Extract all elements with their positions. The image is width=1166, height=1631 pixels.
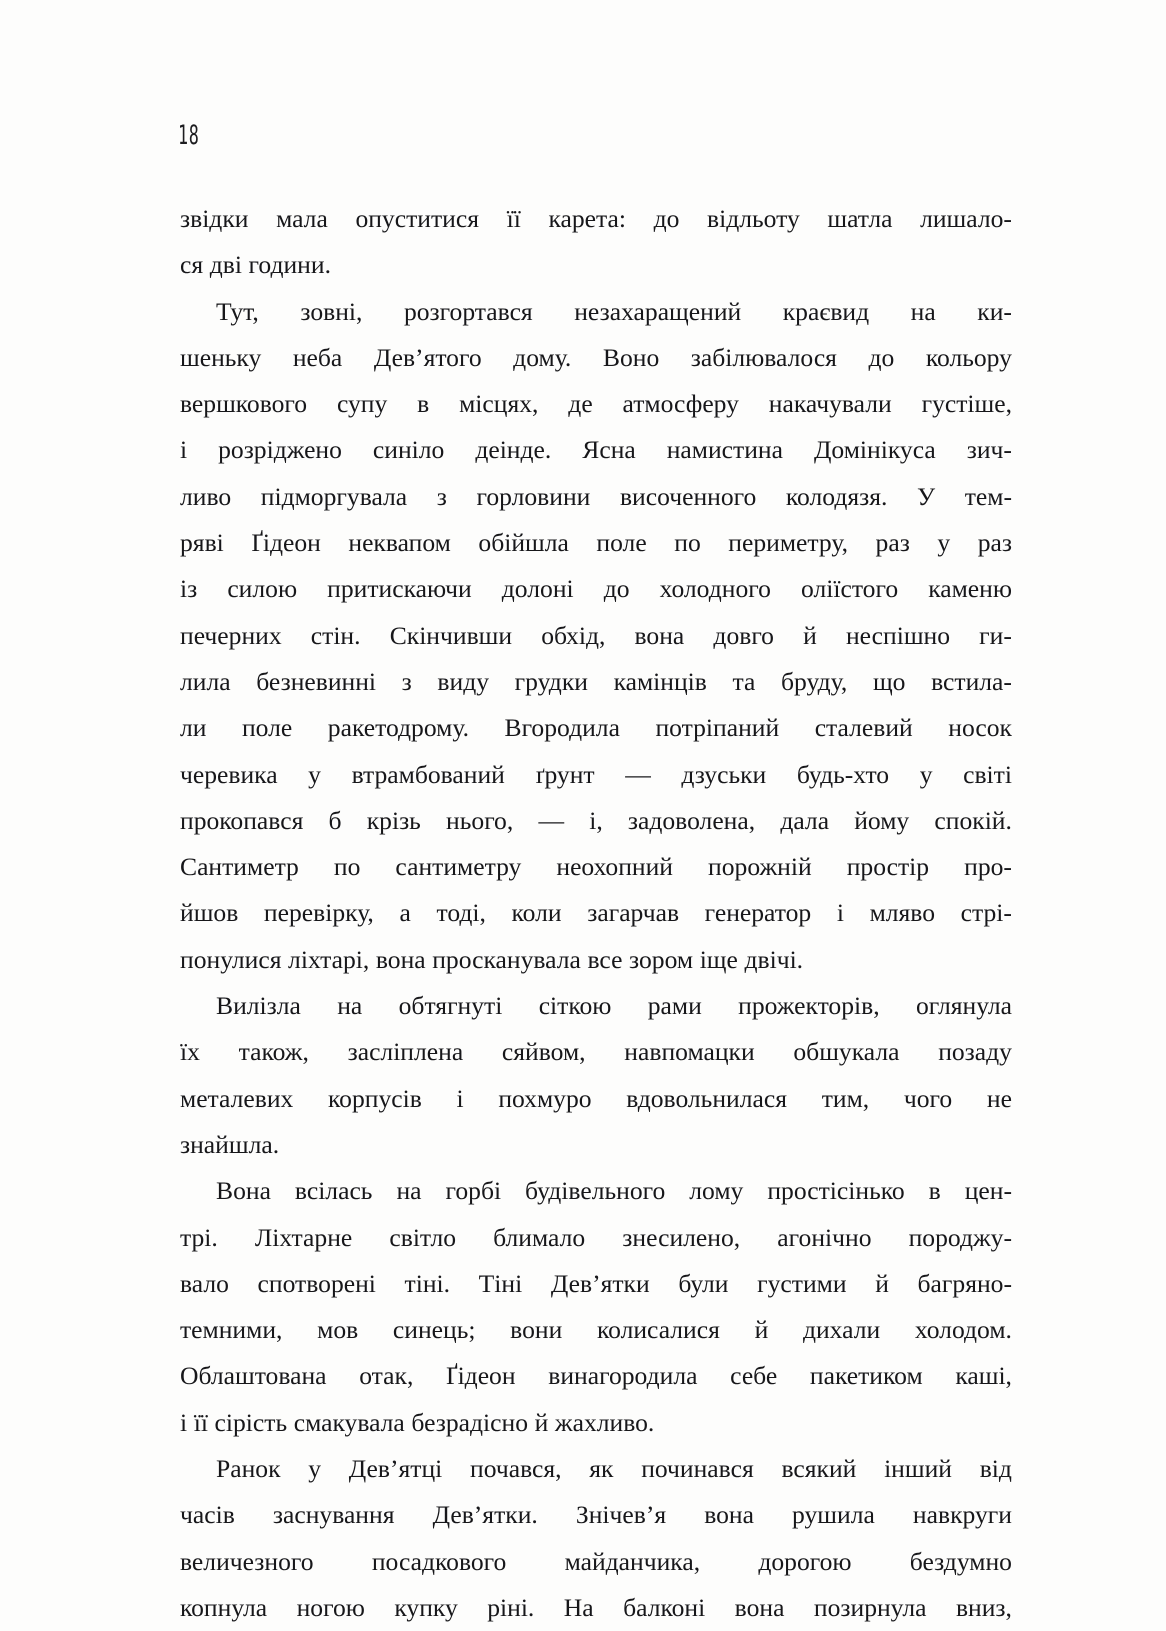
text-line: ливо підморгувала з горловини височенного колодязя. У тем- xyxy=(180,481,1012,511)
page-number: 18 xyxy=(178,120,200,151)
text-line: Ранок у Дев’ятці почався, як починався всякий інший від xyxy=(216,1454,1012,1484)
text-line: Облаштована отак, Ґідеон винагородила себе пакетиком каші, xyxy=(180,1361,1012,1391)
text-line: шеньку неба Дев’ятого дому. Воно забілювалося до кольору xyxy=(180,342,1012,372)
text-line: лила безневинні з виду грудки камінців та бруду, що встила- xyxy=(180,666,1012,696)
text-line: трі. Ліхтарне світло блимало знесилено, агонічно породжу- xyxy=(180,1222,1012,1252)
text-line: і її сірість смакувала безрадісно й жахливо. xyxy=(180,1407,655,1437)
text-line: копнула ногою купку ріні. На балконі вона позирнула вниз, xyxy=(180,1592,1012,1622)
text-line: Вилізла на обтягнуті сіткою рами прожекторів, оглянула xyxy=(216,991,1012,1021)
text-line: металевих корпусів і похмуро вдовольнилася тим, чого не xyxy=(180,1083,1012,1113)
text-line: вершкового супу в місцях, де атмосферу накачували густіше, xyxy=(180,389,1012,419)
paragraph xyxy=(180,196,1012,289)
text-line: і розріджено синіло деінде. Ясна намистина Домінікуса зич- xyxy=(180,435,1012,465)
text-line: ряві Ґідеон неквапом обійшла поле по периметру, раз у раз xyxy=(180,528,1012,558)
text-line: величезного посадкового майданчика, дорогою бездумно xyxy=(180,1546,1012,1576)
text-line: Тут, зовні, розгортався незахаращений краєвид на ки- xyxy=(216,296,1012,326)
paragraph xyxy=(180,983,1012,1168)
text-line: понулися ліхтарі, вона просканувала все зором іще двічі. xyxy=(180,944,804,974)
paragraph xyxy=(180,1446,1012,1631)
text-line: Вона всілась на горбі будівельного лому простісінько в цен- xyxy=(216,1176,1012,1206)
text-line: йшов перевірку, а тоді, коли загарчав генератор і мляво стрі- xyxy=(180,898,1012,928)
text-line: печерних стін. Скінчивши обхід, вона довго й неспішно ги- xyxy=(180,620,1012,650)
text-line: ли поле ракетодрому. Вгородила потріпаний сталевий носок xyxy=(180,713,1012,743)
text-line: вало спотворені тіні. Тіні Дев’ятки були густими й багряно- xyxy=(180,1268,1012,1298)
text-line: ся дві години. xyxy=(180,250,331,280)
text-line: звідки мала опуститися її карета: до відльоту шатла лишало- xyxy=(180,204,1012,233)
text-line: Сантиметр по сантиметру неохопний порожній простір про- xyxy=(180,852,1012,882)
text-line: черевика у втрамбований ґрунт — дзуськи будь-хто у світі xyxy=(180,759,1012,789)
text-line: знайшла. xyxy=(180,1129,280,1159)
text-line: прокопався б крізь нього, — і, задоволена, дала йому спокій. xyxy=(180,805,1012,835)
text-line: часів заснування Дев’ятки. Знічев’я вона рушила навкруги xyxy=(180,1500,1012,1530)
paragraph xyxy=(180,289,1012,983)
text-line: із силою притискаючи долоні до холодного оліїстого каменю xyxy=(180,574,1012,604)
body-text-block xyxy=(180,196,1012,1631)
text-line: темними, мов синець; вони колисалися й дихали холодом. xyxy=(180,1315,1012,1345)
text-line: їх також, засліплена сяйвом, навпомацки обшукала позаду xyxy=(180,1037,1012,1067)
paragraph xyxy=(180,1168,1012,1446)
